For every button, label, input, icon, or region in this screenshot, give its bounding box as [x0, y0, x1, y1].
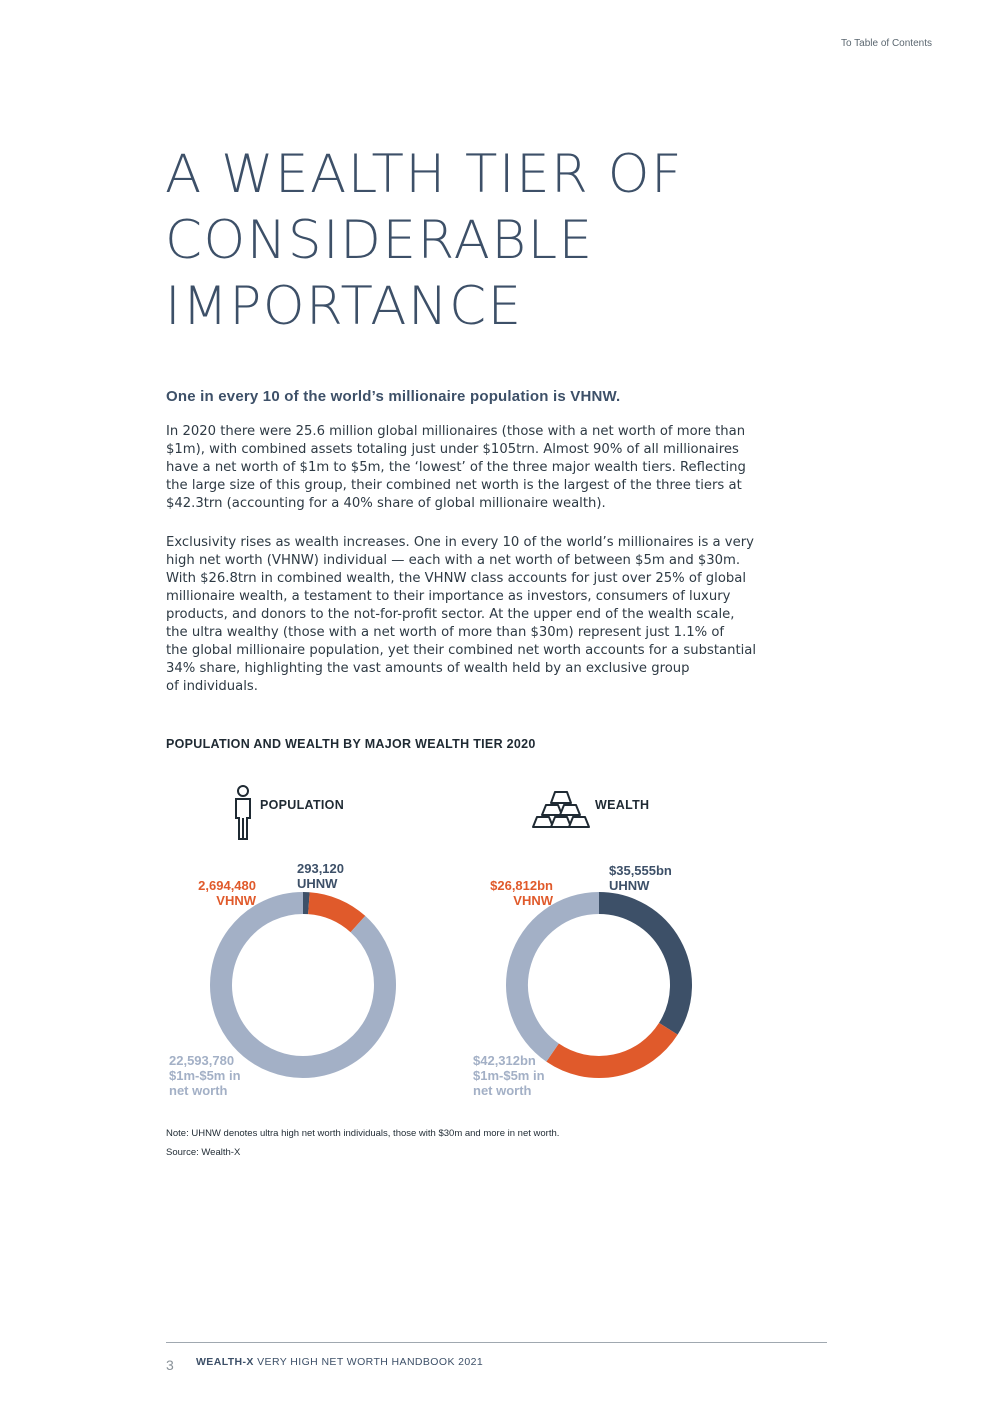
- chart-source: Source: Wealth-X: [166, 1147, 241, 1158]
- data-label-low: [473, 1053, 545, 1098]
- p2-line: Exclusivity rises as wealth increases. One in every 10 of the world’s millionaires is a very: [166, 535, 754, 550]
- population-donut-chart: [169, 861, 385, 1098]
- data-label-line: $35,555bn: [609, 863, 672, 878]
- population-label: POPULATION: [260, 798, 345, 812]
- footer-brand: WEALTH-X: [196, 1356, 254, 1368]
- data-label-vhnw: [490, 878, 554, 908]
- data-label-low: [169, 1053, 241, 1098]
- p2-line: millionaire wealth, a testament to their importance as investors, consumers of luxury: [166, 589, 731, 604]
- page-number: 3: [166, 1357, 174, 1373]
- data-label-line: 22,593,780: [169, 1053, 235, 1068]
- data-label-line: $42,312bn: [473, 1053, 536, 1068]
- table-of-contents-link[interactable]: To Table of Contents: [841, 38, 932, 49]
- donut-segment-low: [221, 903, 385, 1067]
- chart-title: POPULATION AND WEALTH BY MAJOR WEALTH TIER 2020: [166, 737, 536, 751]
- data-label-line: net worth: [169, 1083, 228, 1098]
- data-label-line: UHNW: [297, 876, 338, 891]
- section-subhead: One in every 10 of the world’s millionaire population is VHNW.: [166, 388, 621, 405]
- data-label-line: VHNW: [513, 893, 553, 908]
- data-label-vhnw: [198, 878, 257, 908]
- data-label-line: VHNW: [216, 893, 256, 908]
- p1-line: $42.3trn (accounting for a 40% share of global millionaire wealth).: [166, 496, 606, 511]
- p2-line: With $26.8trn in combined wealth, the VHNW class accounts for just over 25% of global: [166, 571, 747, 586]
- p2-line: products, and donors to the not-for-profit sector. At the upper end of the wealth scale,: [166, 607, 735, 622]
- donut-segment-vhnw: [553, 1029, 669, 1067]
- wealth-label: WEALTH: [595, 798, 650, 812]
- footer-title: VERY HIGH NET WORTH HANDBOOK 2021: [253, 1356, 484, 1368]
- data-label-uhnw: [297, 861, 344, 891]
- data-label-line: UHNW: [609, 878, 650, 893]
- title-line-3: IMPORTANCE: [165, 276, 523, 337]
- footer-publication: [196, 1356, 483, 1368]
- p2-line: high net worth (VHNW) individual — each with a net worth of between $5m and $30m.: [166, 553, 741, 568]
- donut-segment-vhnw: [309, 903, 358, 924]
- footer-divider: [166, 1342, 827, 1343]
- data-label-line: $1m-$5m in: [169, 1068, 241, 1083]
- p1-line: In 2020 there were 25.6 million global millionaires (those with a net worth of more than: [166, 424, 746, 439]
- data-label-line: net worth: [473, 1083, 532, 1098]
- p1-line: the large size of this group, their combined net worth is the largest of the three tiers at: [166, 478, 742, 493]
- chart-note: Note: UHNW denotes ultra high net worth individuals, those with $30m and more in net worth.: [166, 1128, 560, 1139]
- p1-line: $1m), with combined assets totaling just under $105trn. Almost 90% of all millionaires: [166, 442, 739, 457]
- p1-line: have a net worth of $1m to $5m, the ‘lowest’ of the three major wealth tiers. Reflecting: [166, 460, 746, 475]
- data-label-uhnw: [609, 863, 672, 893]
- p2-line: the ultra wealthy (those with a net worth of more than $30m) represent just 1.1% of: [166, 625, 725, 640]
- title-line-1: A WEALTH TIER OF: [165, 144, 683, 205]
- donut-segment-uhnw: [599, 903, 681, 1029]
- p2-line: the global millionaire population, yet their combined net worth accounts for a substantial: [166, 643, 757, 658]
- data-label-line: 2,694,480: [198, 878, 256, 893]
- title-line-2: CONSIDERABLE: [165, 210, 594, 271]
- wealth-donut-chart: [473, 863, 681, 1098]
- p2-line: of individuals.: [166, 679, 258, 694]
- data-label-line: $26,812bn: [490, 878, 553, 893]
- p2-line: 34% share, highlighting the vast amounts of wealth held by an exclusive group: [166, 661, 690, 676]
- donut-segment-low: [517, 903, 599, 1053]
- data-label-line: 293,120: [297, 861, 344, 876]
- data-label-line: $1m-$5m in: [473, 1068, 545, 1083]
